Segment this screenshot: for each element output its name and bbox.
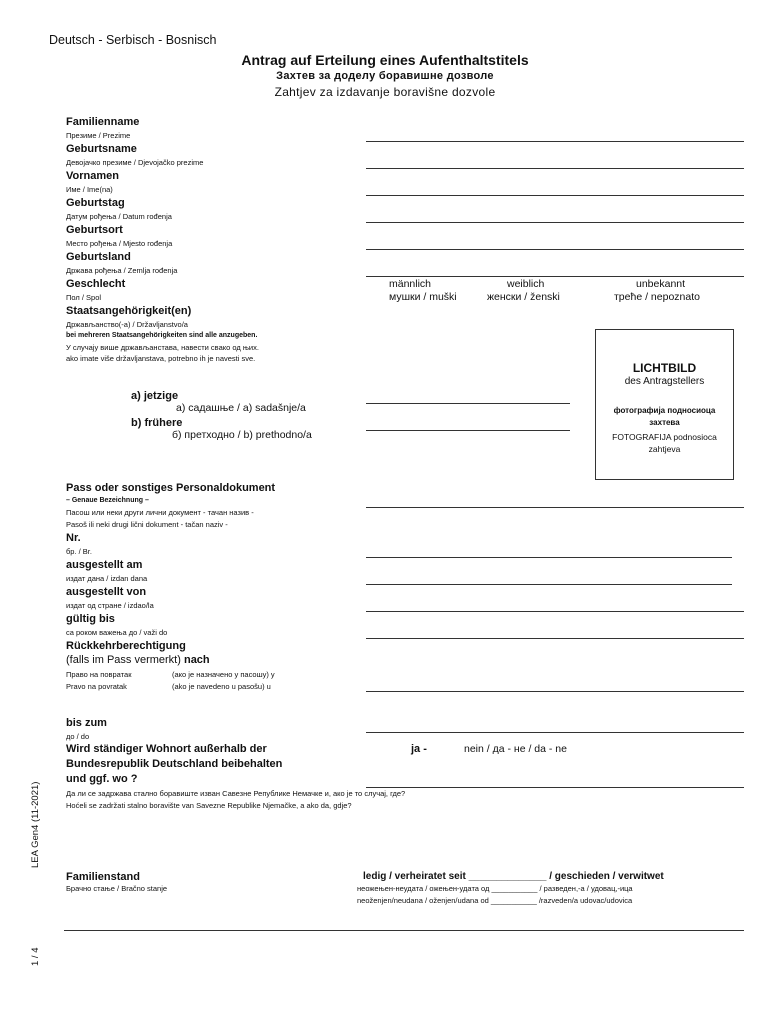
wohnort-field[interactable] (366, 787, 744, 788)
pass-label: Pass oder sonstiges Personaldokument (66, 482, 276, 494)
pass-field[interactable] (366, 507, 744, 508)
pass-bis-field[interactable] (366, 638, 744, 639)
wohnort-q2: Bundesrepublik Deutschland beibehalten (66, 758, 283, 770)
geburtsort-label: Geburtsort (66, 224, 123, 236)
photo-cyr-1: фотографија подносиоца (613, 406, 716, 415)
vornamen-label: Vornamen (66, 170, 119, 182)
staat-note-lat: ako imate više državljanstava, potrebno ih je navesti sve. (66, 354, 256, 363)
vornamen-sub: Име / Ime(na) (66, 185, 113, 194)
pass-bis-sub: са роком важења до / važi do (66, 628, 168, 637)
footer-divider (64, 930, 744, 931)
gender-unknown-option[interactable]: unbekannt (636, 278, 686, 290)
pass-sub-lat: Pasoš ili neki drugi lični dokument - tačan naziv - (66, 520, 228, 529)
pass-nr-label: Nr. (66, 532, 81, 544)
bis-zum-sub: до / do (66, 732, 90, 741)
pass-nr-sub: бр. / Br. (66, 547, 92, 556)
familienstand-options-de[interactable]: ledig / verheiratet seit ______________ / geschieden / verwitwet (363, 871, 664, 882)
staat-note-de: bei mehreren Staatsangehörigkeiten sind alle anzugeben. (66, 332, 258, 339)
pass-bis-label: gültig bis (66, 613, 115, 625)
photo-sub: des Antragstellers (624, 376, 705, 387)
languages: Deutsch - Serbisch - Bosnisch (49, 33, 217, 47)
geburtstag-label: Geburtstag (66, 197, 125, 209)
geburtsland-label: Geburtsland (66, 251, 131, 263)
pass-nr-field[interactable] (366, 557, 732, 558)
wohnort-ja-option[interactable]: ja - (411, 743, 427, 755)
pass-von-field[interactable] (366, 611, 744, 612)
pass-sub-cyr: Пасош или неки други лични документ - тачан назив - (66, 508, 254, 517)
gender-female-option[interactable]: weiblich (507, 278, 545, 290)
vornamen-field[interactable] (366, 195, 744, 196)
form-id: LEA Gen4 (11-2021) (30, 781, 41, 868)
familienstand-options-lat: neoženjen/neudana / oženjen/udana od ___________ /razveden/a udovac/udovica (357, 896, 633, 905)
familienstand-label: Familienstand (66, 871, 140, 883)
rueckkehr-line2: (falls im Pass vermerkt) nach (66, 654, 210, 666)
photo-title: LICHTBILD (632, 361, 697, 375)
geburtsland-sub: Држава рођења / Zemlja rođenja (66, 266, 178, 275)
geburtsort-field[interactable] (366, 249, 744, 250)
geburtstag-field[interactable] (366, 222, 744, 223)
rueckkehr-sub2a: Pravo na povratak (66, 682, 127, 691)
staat-current-label: a) jetzige (131, 390, 179, 402)
familienname-label: Familienname (66, 116, 140, 128)
photo-lat-2: zahtjeva (648, 444, 681, 454)
wohnort-nein-option[interactable]: nein / да - не / da - ne (464, 743, 567, 755)
familienstand-sub: Брачно стање / Bračno stanje (66, 884, 168, 893)
photo-cyr-2: захтева (649, 418, 680, 427)
pass-am-field[interactable] (366, 584, 732, 585)
page-title-cyrillic: Захтев за доделу боравишне дозволе (276, 70, 494, 82)
page-number: 1 / 4 (30, 947, 41, 966)
pass-am-label: ausgestellt am (66, 559, 143, 571)
gender-male-sub: мушки / muški (389, 291, 457, 303)
geburtsland-field[interactable] (366, 276, 744, 277)
bis-zum-label: bis zum (66, 717, 107, 729)
staat-former-sub: б) претходно / b) prethodno/a (172, 429, 312, 441)
geschlecht-sub: Пол / Spol (66, 293, 102, 302)
page-title: Antrag auf Erteilung eines Aufenthaltstitels (241, 52, 529, 68)
pass-von-label: ausgestellt von (66, 586, 147, 598)
geburtstag-sub: Датум рођења / Datum rođenja (66, 212, 172, 221)
gender-male-option[interactable]: männlich (389, 278, 432, 290)
photo-box[interactable] (595, 329, 734, 480)
rueckkehr-field[interactable] (366, 691, 744, 692)
staat-sub: Држављанство(-а) / Državljanstvo/a (66, 320, 188, 329)
gender-unknown-sub: треће / nepoznato (614, 291, 700, 303)
staat-label: Staatsangehörigkeit(en) (66, 305, 192, 317)
bis-zum-field[interactable] (366, 732, 744, 733)
wohnort-sub-lat: Hoćeli se zadržati stalno boravište van Savezne Republike Njemačke, a ako da, gdje? (66, 801, 352, 810)
familienname-field[interactable] (366, 141, 744, 142)
wohnort-q3: und ggf. wo ? (66, 773, 138, 785)
staat-note-cyr: У случају више држављанстава, навести свако од њих. (66, 343, 259, 352)
page-title-latin: Zahtjev za izdavanje boravišne dozvole (274, 85, 496, 99)
gender-female-sub: женски / ženski (487, 291, 560, 303)
familienname-sub: Презиме / Prezime (66, 131, 131, 140)
pass-am-sub: издат дана / izdan dana (66, 574, 148, 583)
rueckkehr-sub1b: (ако је назначено у пасошу) у (172, 670, 275, 679)
rueckkehr-sub1a: Право на повратак (66, 670, 132, 679)
rueckkehr-label: Rückkehrberechtigung (66, 640, 186, 652)
familienstand-options-cyr: неожењен-неудата / ожењен-удата од ___________ / разведен,-а / удовац,-ица (357, 884, 633, 893)
pass-von-sub: издат од стране / izdao/la (66, 601, 154, 610)
staat-current-field[interactable] (366, 403, 570, 404)
wohnort-q1: Wird ständiger Wohnort außerhalb der (66, 743, 267, 755)
rueckkehr-sub2b: (ako je navedeno u pasošu) u (172, 682, 271, 691)
photo-lat-1: FOTOGRAFIJA podnosioca (612, 432, 717, 442)
staat-current-sub: а) садашње / a) sadašnje/a (176, 402, 306, 414)
pass-exact: – Genaue Bezeichnung – (66, 497, 149, 504)
staat-former-field[interactable] (366, 430, 570, 431)
staat-former-label: b) frühere (131, 417, 183, 429)
geburtsort-sub: Место рођења / Mjesto rođenja (66, 239, 173, 248)
geburtsname-sub: Девојачко презиме / Djevojačko prezime (66, 158, 204, 167)
wohnort-sub-cyr: Да ли се задржава стално боравиште изван Савезне Републике Немачке и, ако је то случај, где? (66, 789, 406, 798)
geburtsname-field[interactable] (366, 168, 744, 169)
geschlecht-label: Geschlecht (66, 278, 126, 290)
geburtsname-label: Geburtsname (66, 143, 137, 155)
